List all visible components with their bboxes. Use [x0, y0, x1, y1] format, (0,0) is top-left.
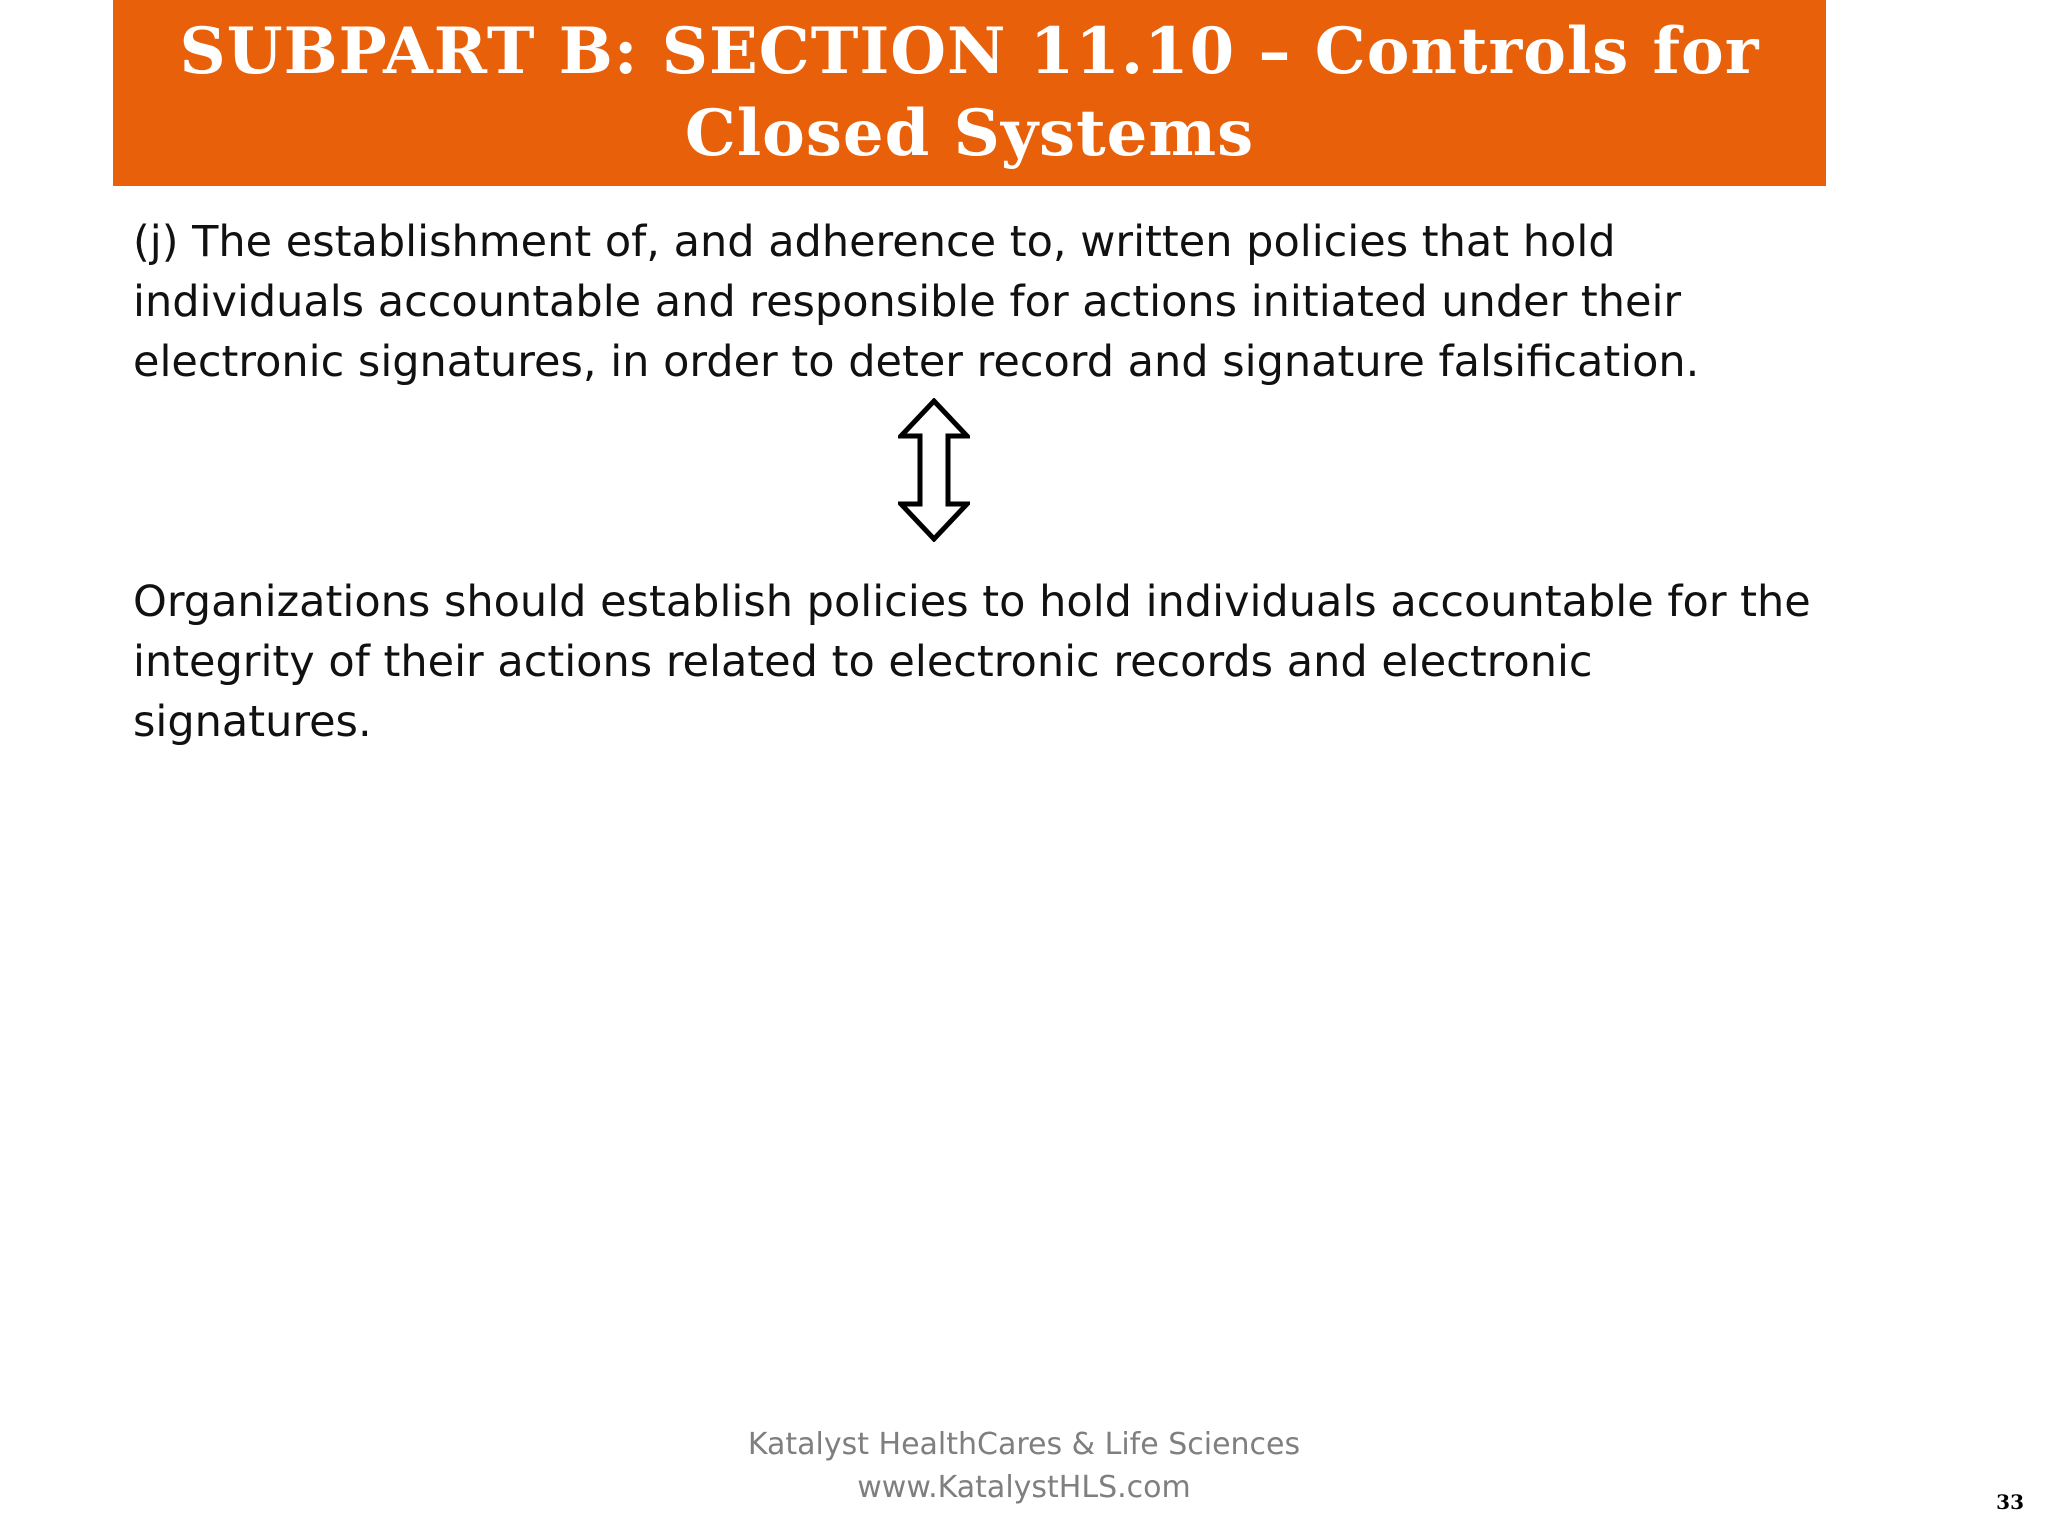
- double-headed-arrow-icon: [898, 398, 970, 542]
- explanation-paragraph: Organizations should establish policies to hold individuals accountable for the integrity of their actions related to electronic records and electronic signatures.: [133, 577, 1811, 747]
- regulation-paragraph: (j) The establishment of, and adherence to, written policies that hold individuals accountable and responsible for actions initiated under their electronic signatures, in order to deter record and signature falsification.: [133, 217, 1700, 387]
- footer-company: Katalyst HealthCares & Life Sciences: [747, 1427, 1301, 1462]
- title-banner: [113, 0, 1826, 186]
- footer-website: www.KatalystHLS.com: [857, 1470, 1191, 1505]
- page-number: 33: [1996, 1490, 2024, 1514]
- slide-title: SUBPART B: SECTION 11.10 – Controls for Closed Systems: [179, 14, 1760, 171]
